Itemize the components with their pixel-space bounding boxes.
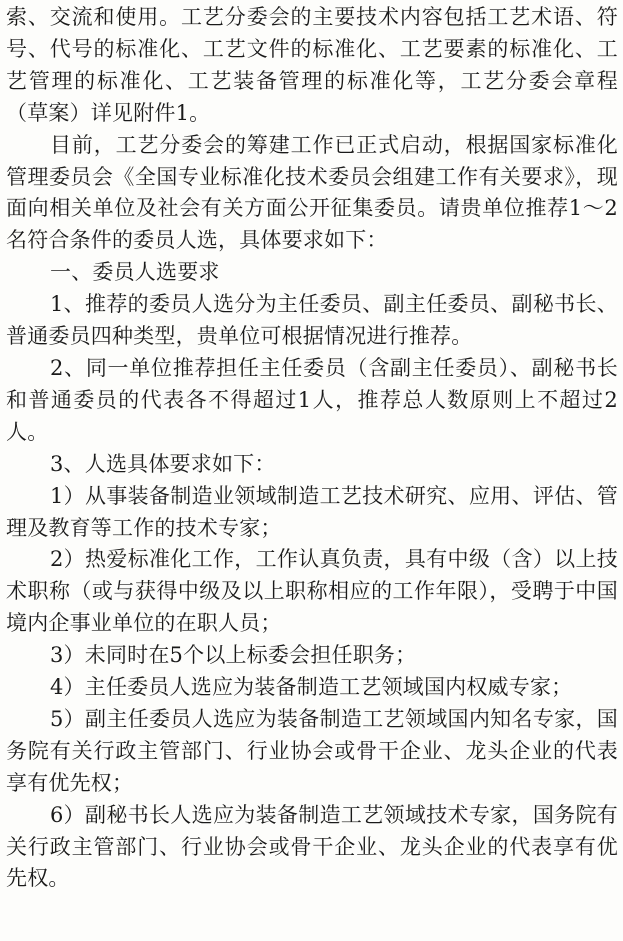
paragraph-continuation: 索、交流和使用。工艺分委会的主要技术内容包括工艺术语、符号、代号的标准化、工艺文件的标准化、工艺要素的标准化、工艺管理的标准化、工艺装备管理的标准化等，工艺分委会章程（草案）详见附件1。 — [6, 5, 618, 125]
sub-requirement-4: 4）主任委员人选应为装备制造工艺领域国内权威专家； — [50, 675, 573, 700]
requirement-item-3: 3、人选具体要求如下： — [50, 451, 276, 476]
paragraph-recruitment-notice: 目前，工艺分委会的筹建工作已正式启动，根据国家标准化管理委员会《全国专业标准化技术委员会组建工作有关要求》，现面向相关单位及社会有关方面公开征集委员。请贵单位推荐1～2名符合条件的委员人选，具体要求如下： — [6, 132, 618, 253]
sub-requirement-2: 2）热爱标准化工作，工作认真负责，具有中级（含）以上技术职称（或与获得中级及以上职称相应的工作年限），受聘于中国境内企事业单位的在职人员； — [6, 547, 618, 636]
section-heading-member-requirements: 一、委员人选要求 — [50, 260, 220, 285]
requirement-item-1: 1、推荐的委员人选分为主任委员、副主任委员、副秘书长、普通委员四种类型，贵单位可根据情况进行推荐。 — [6, 292, 618, 349]
sub-requirement-1: 1）从事装备制造业领域制造工艺技术研究、应用、评估、管理及教育等工作的技术专家； — [6, 483, 618, 540]
document-body — [6, 2, 618, 895]
requirement-item-2: 2、同一单位推荐担任主任委员（含副主任委员）、副秘书长和普通委员的代表各不得超过1人，推荐总人数原则上不超过2人。 — [6, 355, 618, 444]
sub-requirement-6: 6）副秘书长人选应为装备制造工艺领域技术专家，国务院有关行政主管部门、行业协会或骨干企业、龙头企业的代表享有优先权。 — [6, 802, 618, 891]
sub-requirement-5: 5）副主任委员人选应为装备制造工艺领域国内知名专家，国务院有关行政主管部门、行业协会或骨干企业、龙头企业的代表享有优先权； — [6, 706, 618, 795]
sub-requirement-3: 3）未同时在5个以上标委会担任职务； — [50, 643, 417, 668]
